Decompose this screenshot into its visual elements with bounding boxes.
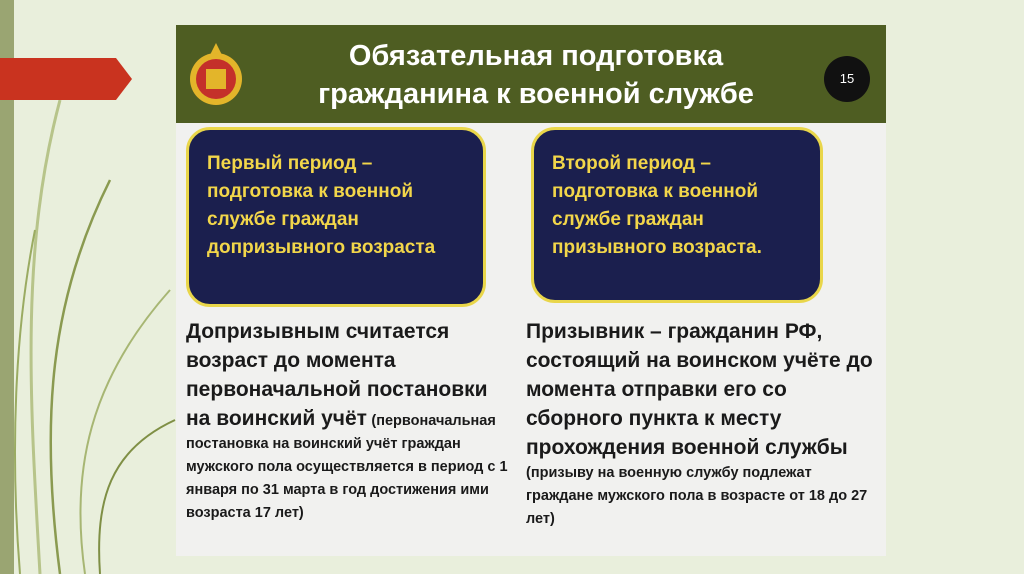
arrow-icon: [0, 58, 132, 100]
second-period-box: [531, 127, 823, 303]
title-line-2: гражданина к военной службе: [318, 78, 754, 110]
pre-conscription-description: [186, 317, 516, 525]
first-period-box: [186, 127, 486, 307]
slide: [176, 25, 886, 556]
slide-header: [176, 25, 886, 123]
pre-conscription-note: (первоначальная постановка на воинский учёт граждан мужского пола осуществляется в период с 1 января по 31 марта в год достижения ими возраста 17 лет): [186, 413, 508, 521]
page-title: [256, 37, 816, 113]
title-line-1: Обязательная подготовка: [348, 40, 724, 72]
emblem-icon: [186, 39, 246, 109]
second-period-text: Второй период – подготовка к военной службе граждан призывного возраста.: [552, 153, 762, 258]
first-period-text: Первый период – подготовка к военной службе граждан допризывного возраста: [207, 153, 436, 258]
conscript-description: [526, 317, 876, 531]
pre-conscription-main-text: Допризывным считается возраст до момента первоначальной постановки на воинский учёт: [186, 320, 488, 430]
conscript-note: (призыву на военную службу подлежат граждане мужского пола в возрасте от 18 до 27 лет): [526, 465, 868, 527]
conscript-main-text: Призывник – гражданин РФ, состоящий на воинском учёте до момента отправки его со сборного пункта к месту прохождения военной службы: [526, 320, 873, 459]
slide-number-badge: 15: [824, 56, 870, 102]
